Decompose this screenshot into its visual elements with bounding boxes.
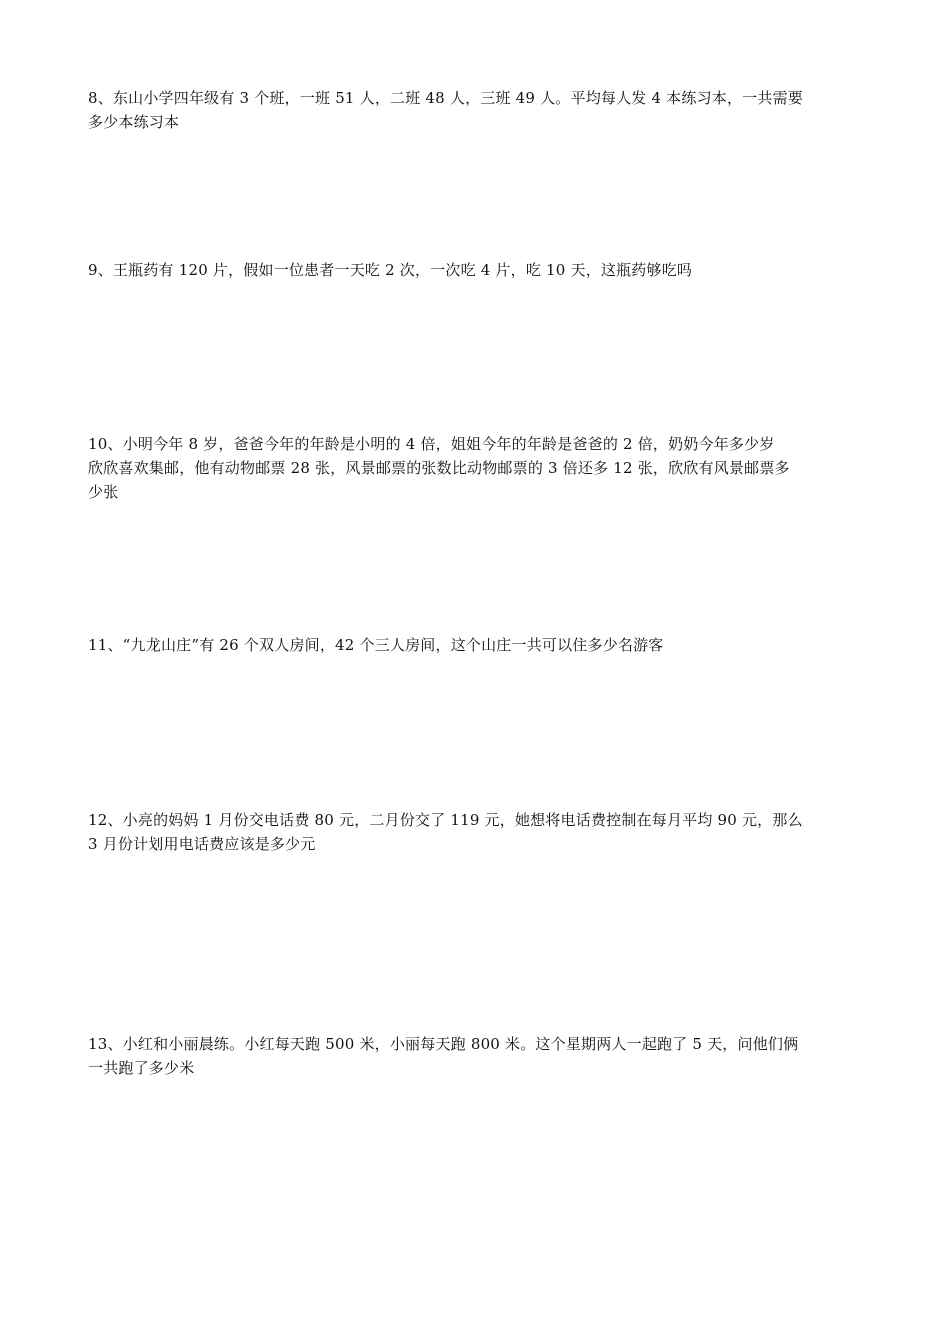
- problem-11: [88, 633, 880, 657]
- problem-13: [88, 1032, 880, 1080]
- problem-10-line-2: 欣欣喜欢集邮，他有动物邮票 28 张，风景邮票的张数比动物邮票的 3 倍还多 12 张，欣欣有风景邮票多: [88, 459, 790, 477]
- problem-9-line-1: 9、王瓶药有 120 片，假如一位患者一天吃 2 次，一次吃 4 片，吃 10 天，这瓶药够吃吗: [88, 261, 693, 279]
- problem-10-line-1: 10、小明今年 8 岁，爸爸今年的年龄是小明的 4 倍，姐姐今年的年龄是爸爸的 2 倍，奶奶今年多少岁: [88, 435, 775, 453]
- problem-8: [88, 86, 880, 134]
- problem-12-line-1: 12、小亮的妈妈 1 月份交电话费 80 元，二月份交了 119 元，她想将电话费控制在每月平均 90 元，那么: [88, 811, 803, 829]
- problem-12: [88, 808, 880, 856]
- problem-10: [88, 432, 880, 504]
- problem-10-line-3: 少张: [88, 483, 119, 501]
- problem-8-line-2: 多少本练习本: [88, 113, 180, 131]
- problem-12-line-2: 3 月份计划用电话费应该是多少元: [88, 835, 316, 853]
- problem-9: [88, 258, 880, 282]
- problem-11-line-1: 11、“九龙山庄”有 26 个双人房间，42 个三人房间，这个山庄一共可以住多少名游客: [88, 636, 664, 654]
- problem-13-line-2: 一共跑了多少米: [88, 1059, 195, 1077]
- problem-8-line-1: 8、东山小学四年级有 3 个班，一班 51 人，二班 48 人，三班 49 人。平均每人发 4 本练习本，一共需要: [88, 89, 803, 107]
- problem-13-line-1: 13、小红和小丽晨练。小红每天跑 500 米，小丽每天跑 800 米。这个星期两人一起跑了 5 天，问他们俩: [88, 1035, 799, 1053]
